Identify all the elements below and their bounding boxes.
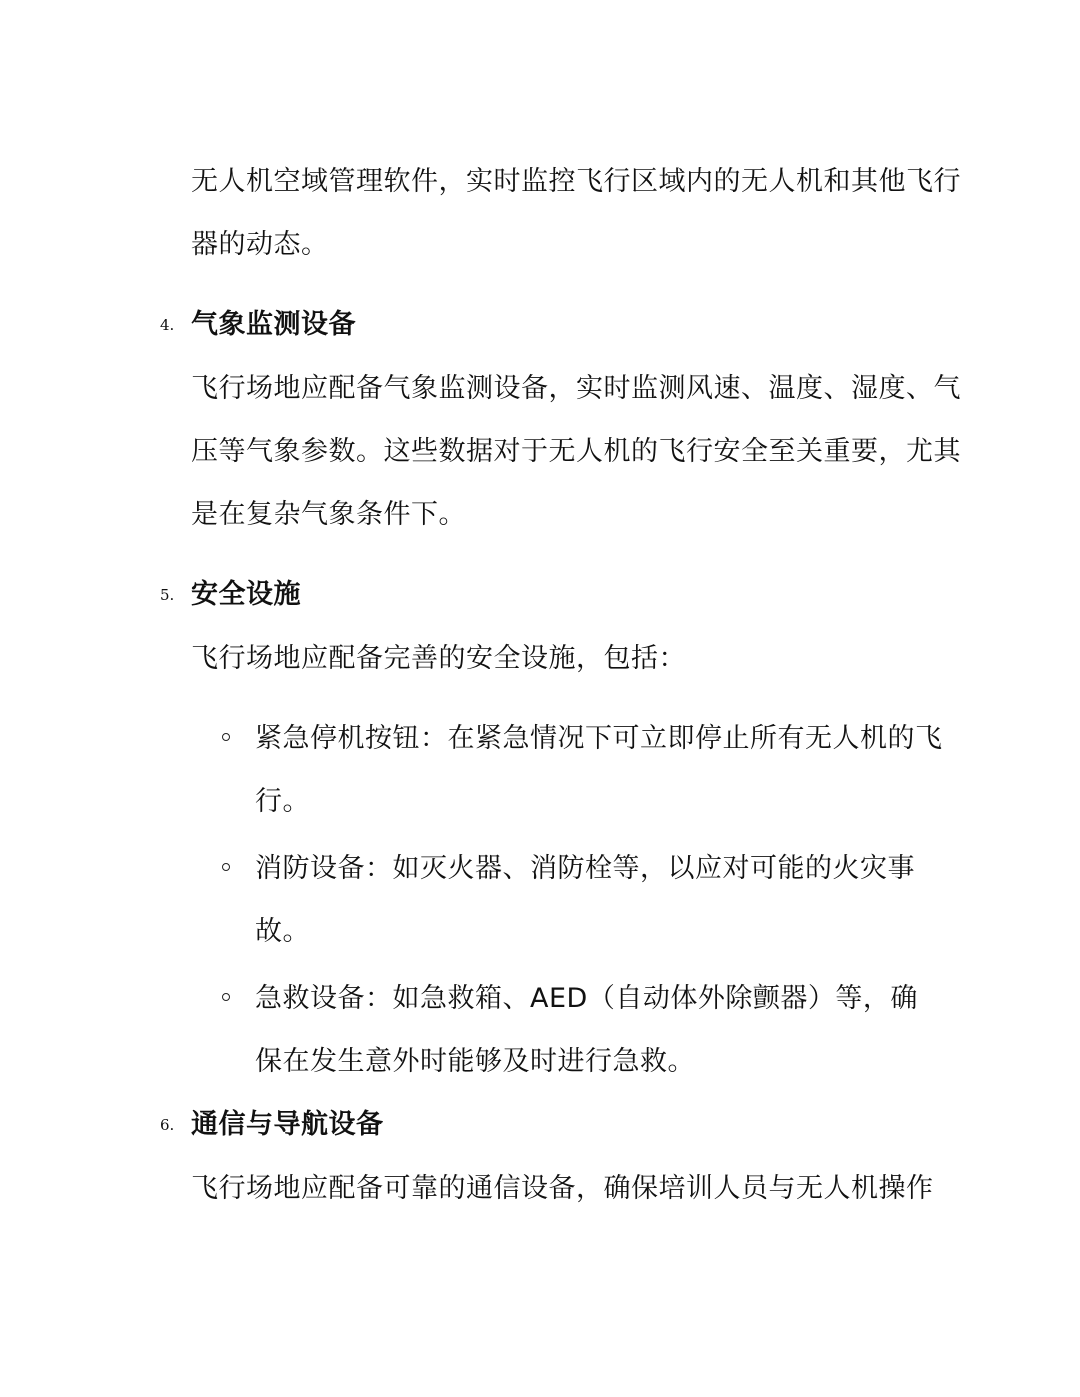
section-heading-5	[0, 577, 1080, 617]
section-title: 通信与导航设备	[191, 1109, 384, 1140]
section-title: 气象监测设备	[191, 309, 356, 340]
hollow-circle-bullet-icon	[222, 863, 230, 871]
hollow-circle-bullet-icon	[222, 993, 230, 1001]
section-number: 5.	[160, 586, 175, 604]
intro-paragraph: 无人机空域管理软件，实时监控飞行区域内的无人机和其他飞行器的动态。	[191, 166, 961, 260]
section-paragraph: 飞行场地应配备可靠的通信设备，确保培训人员与无人机操作	[191, 1173, 934, 1204]
section-title: 安全设施	[191, 579, 301, 610]
section-heading-6	[0, 1107, 1080, 1147]
list-item-text: 紧急停机按钮：在紧急情况下可立即停止所有无人机的飞行。	[255, 723, 943, 817]
section-paragraph: 飞行场地应配备完善的安全设施，包括：	[191, 643, 686, 674]
section-number: 4.	[160, 316, 175, 334]
section-heading-4	[0, 307, 1080, 347]
hollow-circle-bullet-icon	[222, 733, 230, 741]
section-paragraph: 飞行场地应配备气象监测设备，实时监测风速、温度、湿度、气压等气象参数。这些数据对于无人机的飞行安全至关重要，尤其是在复杂气象条件下。	[191, 373, 961, 530]
section-number: 6.	[160, 1116, 175, 1134]
list-item-text: 急救设备：如急救箱、AED（自动体外除颤器）等，确保在发生意外时能够及时进行急救。	[255, 983, 918, 1077]
list-item-text: 消防设备：如灭火器、消防栓等，以应对可能的火灾事故。	[255, 853, 915, 947]
